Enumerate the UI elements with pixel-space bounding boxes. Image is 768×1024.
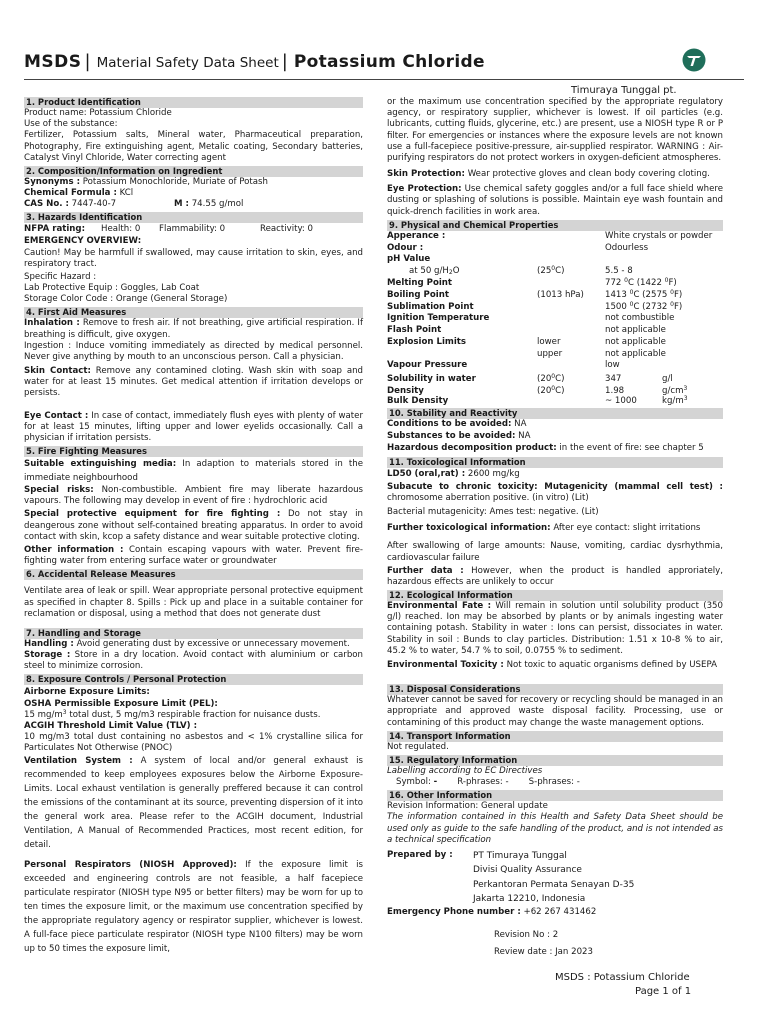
acgih-label: ACGIH Threshold Limit Value (TLV) : <box>24 720 198 731</box>
table-row: at 50 $g/H_2O$ $(25^0C)$ 5.5 - 8 <box>409 265 633 277</box>
page-footer <box>555 971 691 999</box>
footer-title: MSDS : Potassium Chloride <box>555 972 690 983</box>
section-title: 11. Toxicological Information <box>387 457 723 468</box>
subacute-toxicity: Subacute to chronic toxicity: Mutagenicity (mammal cell test) : chromosome aberration positive. (in vitro) (Lit) <box>387 481 723 503</box>
skin-protection: Skin Protection: Wear protective gloves and clean body covering cloting. <box>387 169 710 180</box>
further-tox: Further toxicological information: After eye contact: slight irritations <box>387 523 701 534</box>
synonyms-line: Synonyms : Potassium Monochloride, Muriate of Potash <box>24 176 268 187</box>
swallowing-text: After swallowing of large amounts: Nause, vomiting, cardiac dysrhythmia, cardiovascular failure <box>387 541 723 563</box>
storage-code: Storage Color Code : Orange (General Storage) <box>24 294 228 305</box>
header-msds: MSDS <box>24 52 82 72</box>
use-text: Fertilizer, Potassium salts, Mineral water, Pharmaceutical preparation, Photography, Fire extinguishing agent, Metalic coating, Secondary batteries, Catalyst Vinyl Chloride, Water correcting agent <box>24 130 363 163</box>
eye-contact-text: Eye Contact : In case of contact, immediately flush eyes with plenty of water for at least 15 minutes, lifting upper and lower eyelids occasionally. Call a physician if irritation persists. <box>24 410 363 443</box>
header-subtitle: Material Safety Data Sheet <box>96 55 279 71</box>
prepared-division: Divisi Quality Assurance <box>473 865 582 876</box>
table-row: pH Value <box>387 254 431 265</box>
product-name: Product name: Potassium Chloride <box>24 108 172 118</box>
environmental-toxicity: Environmental Toxicity : Not toxic to aquatic organisms defined by USEPA <box>387 660 717 670</box>
prepared-block: Prepared by : PT Timuraya Tunggal Divisi Quality Assurance Perkantoran Permata Senayan D-35 Jakarta 12210, Indonesia <box>387 849 723 907</box>
prepared-company: PT Timuraya Tunggal <box>473 850 567 861</box>
ventilation-text: Ventilation System : A system of local and/or general exhaust is recommended to keep employees exposures below the Airborne Exposure-Limits. Local exhaust ventilation is generally preffered because it can control the emissions of the contaminant at its source, preventing dispersion of it into the general work area. Please refer to the ACGIH document, Industrial Ventilation, A Manual of Recommended Practices, most recent edition, for detail. <box>24 756 363 851</box>
header-rule <box>24 79 744 80</box>
section-title: 4. First Aid Measures <box>24 307 363 318</box>
company-logo-icon <box>682 48 706 72</box>
revision-no: Revision No : 2 <box>494 930 559 941</box>
osha-value: 15 $mg/m^3$ total dust, 5 mg/m3 respirable fraction for nuisance dusts. <box>24 708 321 720</box>
table-row: Density $(20^0C)$ 1.98 $g/cm^3$ <box>387 385 688 397</box>
handling-text: Handling : Avoid generating dust by excessive or unnecessary movement. <box>24 638 350 649</box>
section-title: 7. Handling and Storage <box>24 628 363 639</box>
prepared-city: Jakarta 12210, Indonesia <box>473 894 586 905</box>
section-title: 13. Disposal Considerations <box>387 684 723 695</box>
revision-info: Revision Information: General update <box>387 801 548 812</box>
disposal-text: Whatever cannot be saved for recovery or recycling should be managed in an appropriate and approved waste disposal facility. Processing, use or contamining of this product may change the waste management options. <box>387 695 723 728</box>
table-row: Solubility in water $(20^0C)$ 347 g/l <box>387 373 673 385</box>
further-data: Further data : However, when the product is handled approriately, hazardous effects are unlikely to occur <box>387 565 724 587</box>
inhalation-text: Inhalation : Remove to fresh air. If not breathing, give artificial respiration. If breathing is difficult, give oxygen. <box>24 318 363 340</box>
osha-label: OSHA Permissible Exposure Limit (PEL): <box>24 698 218 709</box>
special-risks: Special risks: Non-combustible. Ambient fire may liberate hazardous vapours. The following may develop in event of fire : hydrochloric acid <box>24 485 364 507</box>
section-title: 8. Exposure Controls / Personal Protection <box>24 674 363 685</box>
disclaimer-text: The information contained in this Health and Safety Data Sheet should be used only as guide to the safe handling of the product, and is not intended as a technical specification <box>387 812 723 845</box>
acgih-text: 10 mg/m3 total dust containing no asbestos and < 1% crystalline silica for Particulates Not Otherwise (PNOC) <box>24 732 363 754</box>
table-row: Explosion Limits lower not applicable <box>387 336 666 347</box>
conditions-avoided: Conditions to be avoided: NA <box>387 419 527 430</box>
table-row: Bulk Density ~ 1000 $kg/m^3$ <box>387 395 688 407</box>
table-row: Melting Point 772 $^0$C (1422 $^0$F) <box>387 276 677 288</box>
section-title: 2. Composition/Information on Ingredient <box>24 166 363 177</box>
skin-contact-text: Skin Contact: Remove any contamined cloting. Wash skin with soap and water for at least 15 minutes. Get medical attention if irritation develops or persists. <box>24 366 363 399</box>
nfpa-line: NFPA rating: Health: 0 Flammability: 0 Reactivity: 0 <box>24 224 314 235</box>
table-row: Sublimation Point 1500 $^0$C (2732 $^0$F) <box>387 300 683 312</box>
properties-table <box>387 231 723 406</box>
cas-line: CAS No. : 7447-40-7 M : 74.55 g/mol <box>24 199 244 210</box>
section-title: 14. Transport Information <box>387 731 723 742</box>
ingestion-text: Ingestion : Induce vomiting immediately as directed by medical personnel. Never give anything by mouth to an unconscious person. Call a physician. <box>24 340 363 362</box>
labelling-text: Labelling according to EC Directives <box>387 765 543 776</box>
table-row: Boiling Point (1013 hPa) 1413 $^0$C (2575 $^0$F) <box>387 288 683 300</box>
header-separator: | <box>84 51 91 72</box>
header-product: Potassium Chloride <box>293 52 485 72</box>
table-row: upper not applicable <box>537 348 666 359</box>
section-title: 5. Fire Fighting Measures <box>24 446 363 457</box>
hazardous-decomposition: Hazardous decomposition product: in the event of fire: see chapter 5 <box>387 443 704 454</box>
section-title: 12. Ecological Information <box>387 590 723 601</box>
table-row: Ignition Temperature not combustible <box>387 313 675 324</box>
transport-text: Not regulated. <box>387 741 449 752</box>
extinguishing-media: Suitable extinguishing media: In adaption to materials stored in the immediate neighbourhood <box>24 459 363 484</box>
section-title: 16. Other Information <box>387 790 723 801</box>
section-title: 10. Stability and Reactivity <box>387 408 723 419</box>
respirators-continued: or the maximum use concentration specified by the appropriate regulatory agency, or respiratory supplier, whichever is lowest. If oil particles (e.g. lubricants, cutting fluids, glycerine, etc.) are present, use a NIOSH type R or P filter. For emergencies or instances where the exposure levels are not known use a full-facepiece positive-pressure, air-supplied respirator. WARNING : Air-purifying respirators do not protect workers in oxygen-deficient atmospheres. <box>387 97 723 163</box>
section-title: 3. Hazards Identification <box>24 212 363 223</box>
prepared-address: Perkantoran Permata Senayan D-35 <box>473 879 635 890</box>
symbols-line: Symbol: - R-phrases: - S-phrases: - <box>396 777 580 788</box>
header-separator: | <box>281 51 288 72</box>
accidental-text: Ventilate area of leak or spill. Wear appropriate personal protective equipment as specified in chapter 8. Spills : Pick up and place in a suitable container for reclamation or disposal, using a method that does not generate dust <box>24 586 363 619</box>
table-row: Odour : Odourless <box>387 242 649 253</box>
formula-line: Chemical Formula : KCl <box>24 188 134 199</box>
lab-equip: Lab Protective Equip : Goggles, Lab Coat <box>24 283 200 294</box>
storage-text: Storage : Store in a dry location. Avoid contact with aluminium or carbon steel to minimize corrosion. <box>24 650 364 672</box>
section-title: 6. Accidental Release Measures <box>24 569 363 580</box>
table-row: Flash Point not applicable <box>387 325 666 336</box>
use-label: Use of the substance: <box>24 119 118 130</box>
environmental-fate: Environmental Fate : Will remain in solution until solubility product (350 g/l) reached. Ion may be absorbed by plants or by animals ingesting water containing potash. Stability in water : Ions can persist, dissociates in water. Stability in soil : Bunds to clay particles. Distribution: 1.51 x 10-8 % to air, 45.2 % to water, 54.7 % to soil, 0.0755 % to sediment. <box>387 601 723 656</box>
airborne-label: Airborne Exposure Limits: <box>24 687 150 698</box>
respirators-text: Personal Respirators (NIOSH Approved): If the exposure limit is exceeded and engineering controls are not feasible, a half facepiece particulate respirator (NIOSH type N95 or better filters) may be worn for up to ten times the exposure limit, or the maximum use concentration specified by the appropriate regulatory agency or respirator supplier, whichever is lowest. A full-face piece particulate respirator (NIOSH type N100 filters) may be worn up to 50 times the exposure limit, <box>24 860 363 955</box>
section-title: 1. Product Identification <box>24 97 363 108</box>
review-date: Review date : Jan 2023 <box>494 947 593 958</box>
caution-text: Caution! May be harmfull if swallowed, may cause irritation to skin, eyes, and respiratory tract. <box>24 247 363 269</box>
emergency-phone: Emergency Phone number : +62 267 431462 <box>387 906 597 917</box>
fire-equipment: Special protective equipment for fire fighting : Do not stay in deangerous zone without self-contained breating apparatus. In order to avoid contact with skin, kcop a safety distance and wear suitable protective cloting. <box>24 509 364 542</box>
bacterial-mutagenicity: Bacterial mutagenicity: Ames test: negative. (Lit) <box>387 507 599 518</box>
eye-protection: Eye Protection: Use chemical safety goggles and/or a full face shield where dusting or splashing of solutions is possible. Maintain eye wash fountain and quick-drench facilities in work area. <box>387 184 724 217</box>
specific-hazard: Specific Hazard : <box>24 271 97 282</box>
substances-avoided: Substances to be avoided: NA <box>387 431 531 442</box>
ld50-line: LD50 (oral,rat) : 2600 mg/kg <box>387 468 520 479</box>
right-column <box>387 97 723 958</box>
document-header <box>24 50 485 73</box>
section-title: 15. Regulatory Information <box>387 755 723 766</box>
company-tag: Timuraya Tunggal pt. <box>571 85 677 96</box>
fire-other-info: Other information : Contain escaping vapours with water. Prevent fire-fighting water from entering surface water or groundwater <box>24 544 364 567</box>
section-title: 9. Physical and Chemical Properties <box>387 220 723 231</box>
table-row: Apperance : White crystals or powder <box>387 230 713 241</box>
footer-page: Page 1 of 1 <box>635 986 692 997</box>
emergency-label: EMERGENCY OVERVIEW: <box>24 236 142 247</box>
left-column <box>24 97 363 956</box>
table-row: Vapour Pressure low <box>387 360 620 371</box>
